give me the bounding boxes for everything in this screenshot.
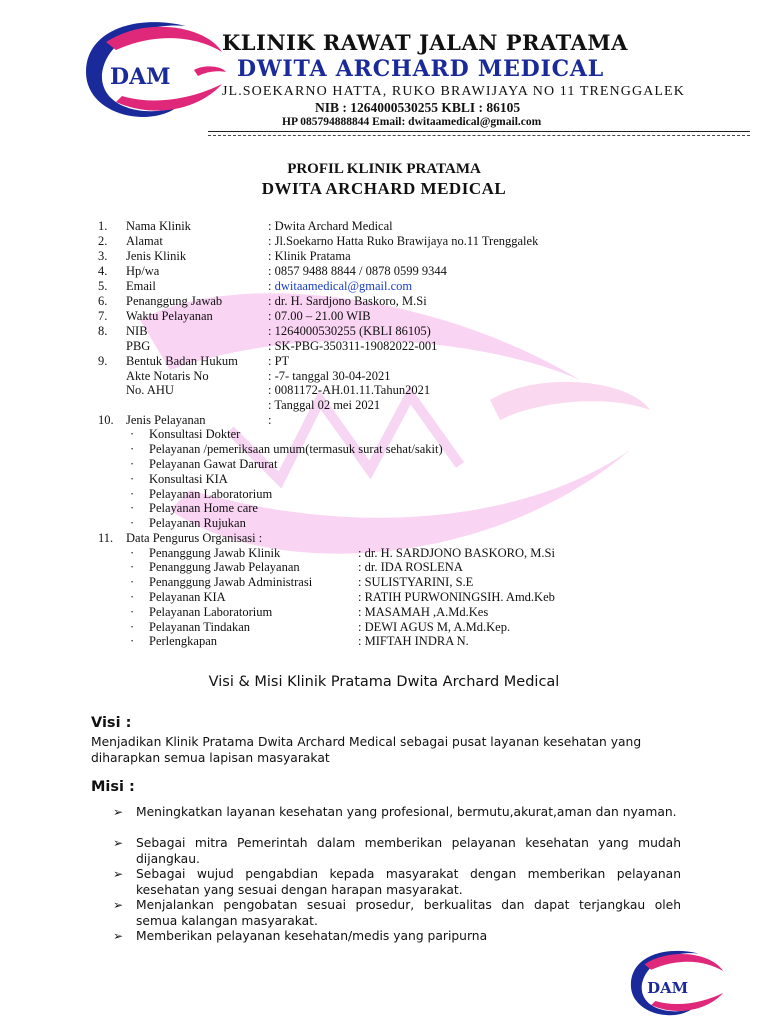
- row-value: : dr. H. Sardjono Baskoro, M.Si: [268, 294, 427, 308]
- row-label: Jenis Klinik: [126, 249, 187, 263]
- bullet: ·: [130, 501, 135, 515]
- row-value: : Klinik Pratama: [268, 249, 351, 263]
- org-name: : MASAMAH ,A.Md.Kes: [358, 605, 489, 619]
- row-value: : Dwita Archard Medical: [268, 219, 393, 233]
- row-number: 5.: [98, 279, 108, 293]
- bullet: ·: [130, 634, 135, 648]
- row-label: Email: [126, 279, 156, 293]
- footer-logo: [624, 944, 726, 1020]
- row-number: 1.: [98, 219, 108, 233]
- row-number: 8.: [98, 324, 108, 338]
- bullet: ·: [130, 516, 135, 530]
- service-item: Pelayanan Rujukan: [149, 516, 246, 530]
- arrow-bullet-icon: ➢: [113, 805, 124, 819]
- row-value: : 1264000530255 (KBLI 86105): [268, 324, 431, 338]
- misi-item: Meningkatkan layanan kesehatan yang profesional, bermutu,akurat,aman dan nyaman.: [136, 805, 677, 819]
- clinic-type: KLINIK RAWAT JALAN PRATAMA: [222, 30, 628, 55]
- org-role: Perlengkapan: [149, 634, 218, 648]
- row-value: : Jl.Soekarno Hatta Ruko Brawijaya no.11 Trenggalek: [268, 234, 539, 248]
- row-number: 11.: [98, 531, 114, 545]
- arrow-bullet-icon: ➢: [113, 898, 124, 912]
- misi-heading: Misi :: [91, 779, 135, 795]
- visi-heading: Visi :: [91, 715, 132, 731]
- row-number: 7.: [98, 309, 108, 323]
- org-name: : DEWI AGUS M, A.Md.Kep.: [358, 620, 511, 634]
- row-number: 2.: [98, 234, 108, 248]
- header-divider-dashed: [208, 135, 750, 136]
- clinic-address: JL.SOEKARNO HATTA, RUKO BRAWIJAYA NO 11 TRENGGALEK: [222, 84, 685, 99]
- service-item: Pelayanan Laboratorium: [149, 487, 273, 501]
- footer-logo-text: DAM: [647, 978, 689, 997]
- row-value: : 0857 9488 8844 / 0878 0599 9344: [268, 264, 447, 278]
- bullet: ·: [130, 560, 135, 574]
- row-number: 9.: [98, 354, 108, 368]
- row-value: : SK-PBG-350311-19082022-001: [268, 339, 438, 353]
- org-role: Penanggung Jawab Klinik: [149, 546, 281, 560]
- row-label: Hp/wa: [126, 264, 160, 278]
- logo-text: DAM: [110, 64, 171, 90]
- service-item: Konsultasi Dokter: [149, 427, 241, 441]
- org-name: : dr. H. SARDJONO BASKORO, M.Si: [358, 546, 555, 560]
- service-item: Pelayanan /pemeriksaan umum(termasuk surat sehat/sakit): [149, 442, 443, 456]
- bullet: ·: [130, 620, 135, 634]
- row-value: : Tanggal 02 mei 2021: [268, 398, 381, 412]
- row-label: PBG: [126, 339, 151, 353]
- contact-line: HP 085794888844 Email: dwitaamedical@gmail.com: [282, 116, 542, 128]
- header-divider: [208, 131, 750, 132]
- profile-title: PROFIL KLINIK PRATAMA: [287, 161, 481, 177]
- org-heading: Data Pengurus Organisasi :: [126, 531, 263, 545]
- row-value: : 07.00 – 21.00 WIB: [268, 309, 371, 323]
- nib-kbli: NIB : 1264000530255 KBLI : 86105: [315, 100, 521, 115]
- bullet: ·: [130, 605, 135, 619]
- clinic-name: DWITA ARCHARD MEDICAL: [237, 56, 605, 82]
- misi-item: Sebagai mitra Pemerintah dalam memberikan pelayanan kesehatan yang mudah dijangkau.: [136, 836, 681, 866]
- row-value: : 0081172-AH.01.11.Tahun2021: [268, 383, 431, 397]
- bullet: ·: [130, 575, 135, 589]
- profile-subtitle: DWITA ARCHARD MEDICAL: [261, 179, 507, 198]
- org-name: : MIFTAH INDRA N.: [358, 634, 469, 648]
- arrow-bullet-icon: ➢: [113, 929, 124, 943]
- email-link[interactable]: dwitaamedical@gmail.com: [274, 279, 413, 293]
- email-prefix: :: [268, 279, 275, 293]
- misi-item: Sebagai wujud pengabdian kepada masyarakat dengan memberikan pelayanan kesehatan yang sesuai dengan harapan masyarakat.: [136, 867, 681, 897]
- misi-item: Memberikan pelayanan kesehatan/medis yang paripurna: [136, 929, 488, 943]
- row-number: 10.: [98, 413, 114, 427]
- service-item: Pelayanan Gawat Darurat: [149, 457, 278, 471]
- row-label: Alamat: [126, 234, 163, 248]
- arrow-bullet-icon: ➢: [113, 867, 124, 881]
- row-label: No. AHU: [126, 383, 174, 397]
- org-role: Pelayanan Tindakan: [149, 620, 251, 634]
- row-number: 4.: [98, 264, 108, 278]
- service-item: Konsultasi KIA: [149, 472, 228, 486]
- org-role: Penanggung Jawab Pelayanan: [149, 560, 300, 574]
- row-value: :: [268, 413, 272, 427]
- row-value: : PT: [268, 354, 290, 368]
- bullet: ·: [130, 590, 135, 604]
- row-label: Waktu Pelayanan: [126, 309, 213, 323]
- bullet: ·: [130, 442, 135, 456]
- visi-misi-title: Visi & Misi Klinik Pratama Dwita Archard Medical: [208, 674, 560, 690]
- row-number: 6.: [98, 294, 108, 308]
- row-label: NIB: [126, 324, 148, 338]
- bullet: ·: [130, 546, 135, 560]
- visi-text: Menjadikan Klinik Pratama Dwita Archard Medical sebagai pusat layanan kesehatan yang diharapkan semua lapisan masyarakat: [91, 735, 642, 765]
- bullet: ·: [130, 427, 135, 441]
- clinic-logo: [76, 12, 226, 124]
- org-role: Pelayanan KIA: [149, 590, 226, 604]
- row-label: Penanggung Jawab: [126, 294, 223, 308]
- arrow-bullet-icon: ➢: [113, 836, 124, 850]
- row-label: Bentuk Badan Hukum: [126, 354, 238, 368]
- service-item: Pelayanan Home care: [149, 501, 258, 515]
- row-label: Jenis Pelayanan: [126, 413, 206, 427]
- row-label: Akte Notaris No: [126, 369, 209, 383]
- row-number: 3.: [98, 249, 108, 263]
- org-role: Penanggung Jawab Administrasi: [149, 575, 313, 589]
- org-name: : SULISTYARINI, S.E: [358, 575, 474, 589]
- row-value: : -7- tanggal 30-04-2021: [268, 369, 391, 383]
- email-row-value: [268, 279, 412, 294]
- bullet: ·: [130, 487, 135, 501]
- misi-item: Menjalankan pengobatan sesuai prosedur, berkualitas dan dapat terjangkau oleh semua kalangan masyarakat.: [136, 898, 681, 928]
- org-role: Pelayanan Laboratorium: [149, 605, 273, 619]
- org-name: : dr. IDA ROSLENA: [358, 560, 463, 574]
- bullet: ·: [130, 472, 135, 486]
- row-label: Nama Klinik: [126, 219, 191, 233]
- bullet: ·: [130, 457, 135, 471]
- org-name: : RATIH PURWONINGSIH. Amd.Keb: [358, 590, 555, 604]
